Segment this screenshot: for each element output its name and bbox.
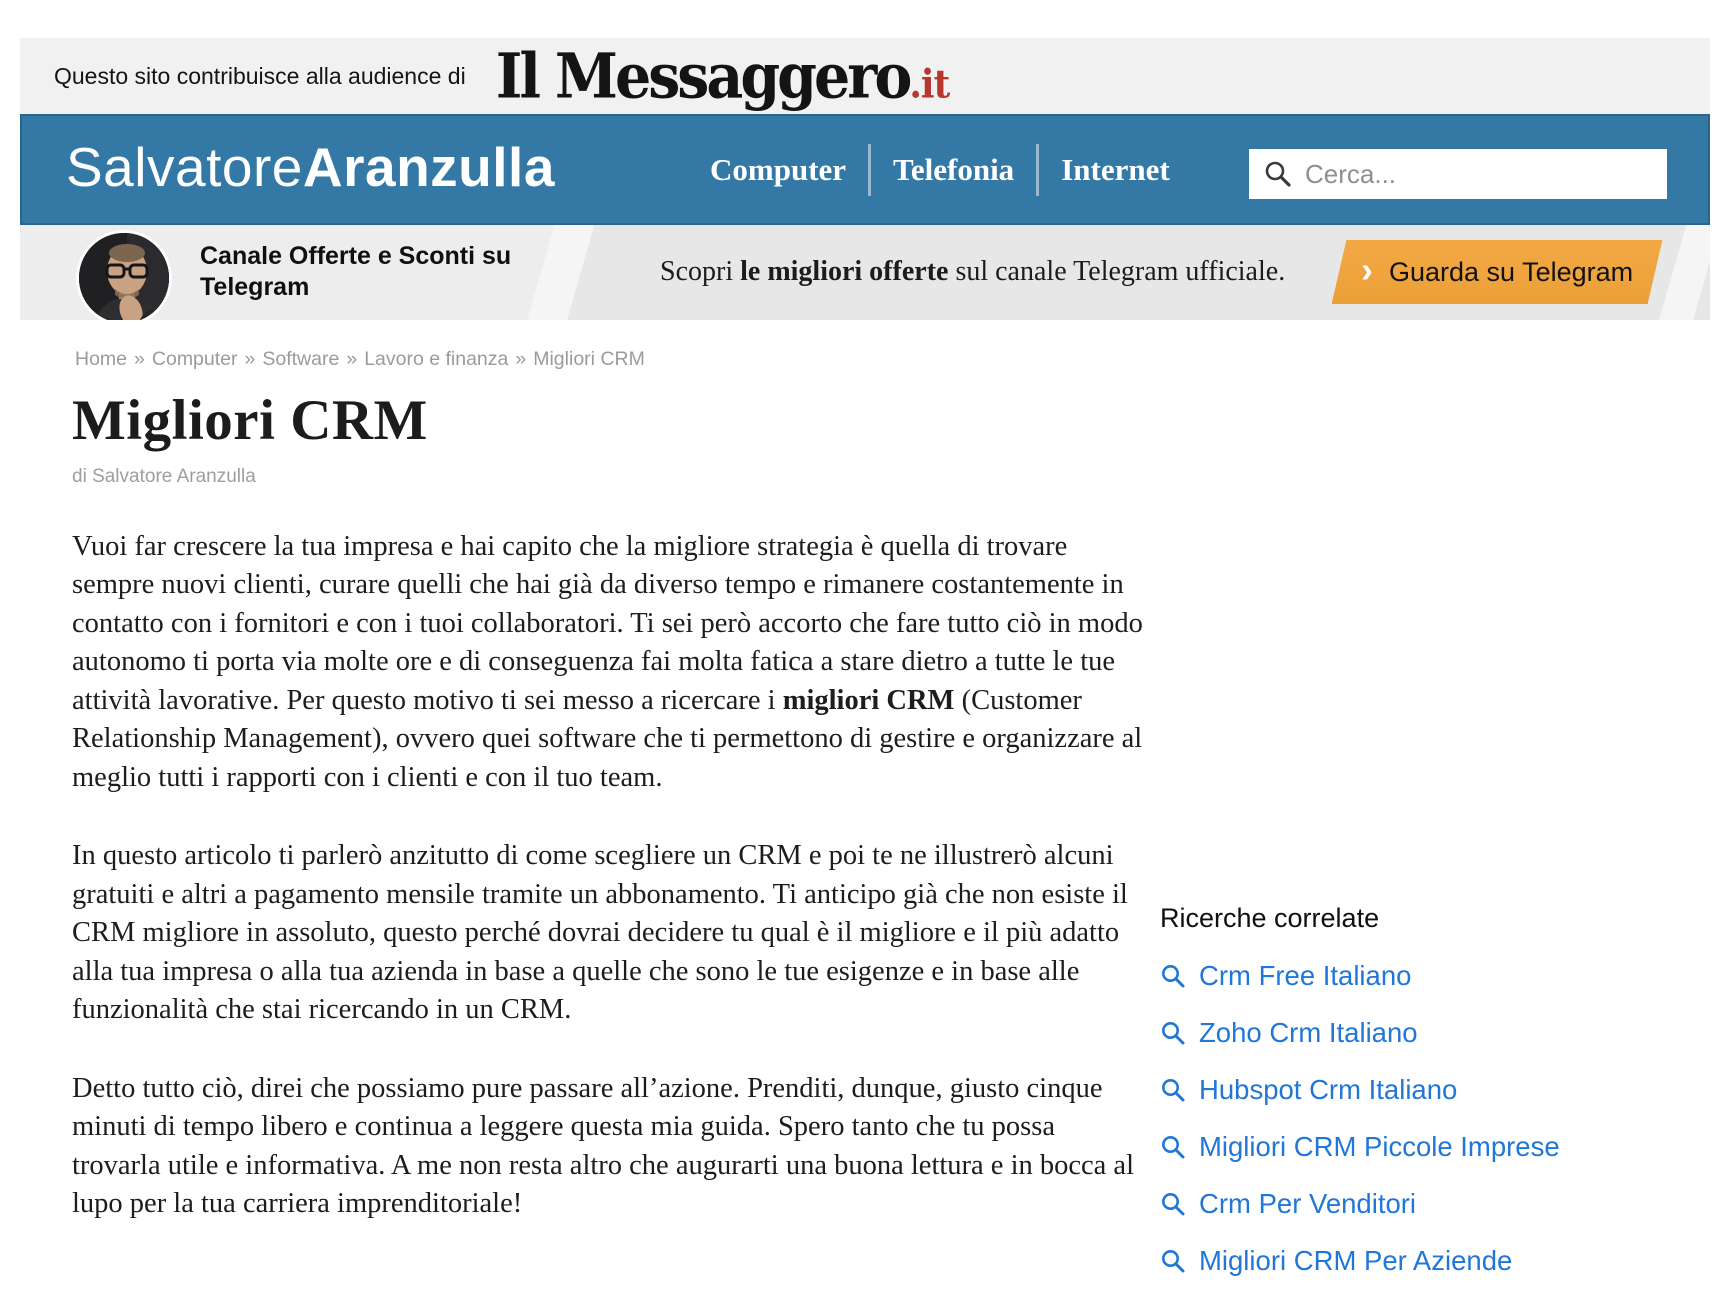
related-link-zoho-crm-italiano[interactable] (1160, 1017, 1732, 1049)
related-link-crm-free-italiano[interactable] (1160, 960, 1732, 992)
audience-text: Questo sito contribuisce alla audience di (54, 62, 466, 89)
search-icon (1160, 1020, 1186, 1046)
banner-message-bold: le migliori offerte (740, 256, 949, 287)
breadcrumb-separator: » (346, 348, 358, 370)
chevron-right-icon: › (1360, 249, 1373, 290)
breadcrumb-separator: » (134, 348, 145, 370)
breadcrumb-current: Migliori CRM (533, 348, 645, 370)
breadcrumb-software[interactable]: Software (262, 348, 340, 370)
banner-message-prefix: Scopri (660, 256, 741, 287)
paragraph-1-bold: migliori CRM (782, 684, 955, 716)
il-messaggero-logo-suffix: .it (909, 61, 950, 107)
banner-message-suffix: sul canale Telegram ufficiale. (948, 256, 1286, 287)
breadcrumb-computer[interactable]: Computer (151, 348, 238, 370)
article-paragraph-3: Detto tutto ciò, direi che possiamo pure passare all’azione. Prenditi, dunque, giusto cinque minuti di tempo libero e continua a leggere questa mia guida. Spero tanto che tu possa trovarla utile e informativa. A me non resta altro che augurarti una buona lettura e in bocca al lupo per la tua carriera imprenditoriale! (72, 1072, 1135, 1220)
nav-item-telefonia[interactable]: Telefonia (893, 151, 1015, 187)
related-link-label: Migliori CRM Piccole Imprese (1199, 1131, 1560, 1162)
related-link-crm-per-venditori[interactable] (1160, 1188, 1732, 1220)
telegram-banner-message (660, 256, 1285, 288)
related-searches-heading: Ricerche correlate (1160, 903, 1380, 933)
article-paragraph-1 (72, 528, 1144, 798)
related-searches (1160, 903, 1732, 1302)
site-logo-second: Aranzulla (302, 136, 555, 198)
il-messaggero-logo[interactable] (495, 39, 950, 113)
search-icon (1160, 1134, 1186, 1160)
article-paragraph-2: In questo articolo ti parlerò anzitutto di come scegliere un CRM e poi te ne illustrerò alcuni gratuiti e altri a pagamento mensile tramite un abbonamento. Ti anticipo già che non esiste il CRM migliore in assoluto, questo perché dovrai decidere tu qual è il migliore e il più adatto alla tua impresa o alla tua azienda in base a quelle che sono le tue esigenze e in base alle funzionalità che stai ricercando in un CRM. (72, 840, 1128, 1026)
main-header (20, 114, 1710, 225)
related-link-label: Zoho Crm Italiano (1199, 1017, 1418, 1048)
breadcrumb-separator: » (244, 348, 256, 370)
paragraph-1-text: Vuoi far crescere la tua impresa e hai capito che la migliore strategia è quella di trovare sempre nuovi clienti, curare quelli che hai già da diverso tempo e rimanere costantemente in contatto con i fornitori e con i tuoi collaboratori. Ti sei però accorto che fare tutto ciò in modo autonomo ti porta via molte ore e di conseguenza fai molta fatica a stare dietro a tutte le tue attività lavorative. Per questo motivo ti sei messo a ricercare i (72, 530, 1143, 716)
related-link-label: Crm Per Venditori (1199, 1188, 1417, 1219)
article (72, 390, 1144, 1224)
breadcrumb-home[interactable]: Home (75, 348, 128, 370)
main-nav (688, 116, 1192, 223)
nav-item-internet[interactable]: Internet (1061, 151, 1170, 187)
breadcrumb-separator: » (515, 348, 527, 370)
byline: di Salvatore Aranzulla (72, 465, 256, 487)
paragraph-1-text-after: (Customer Relationship Management), ovvero quei software che ti permettono di gestire e organizzare al meglio tutti i rapporti con i clienti e con il tuo team. (72, 684, 1143, 793)
related-searches-list (1160, 960, 1732, 1277)
related-link-label: Hubspot Crm Italiano (1199, 1074, 1458, 1105)
related-link-label: Migliori CRM Per Aziende (1199, 1245, 1513, 1276)
site-logo-first: Salvatore (66, 136, 303, 198)
search-icon (1263, 159, 1293, 189)
audience-bar (20, 38, 1710, 114)
breadcrumb-lavoro-e-finanza[interactable]: Lavoro e finanza (364, 348, 509, 370)
aranzulla-avatar (76, 230, 172, 320)
search-box[interactable] (1249, 149, 1667, 199)
breadcrumb (75, 348, 645, 371)
search-icon (1160, 963, 1186, 989)
related-link-label: Crm Free Italiano (1199, 960, 1412, 991)
telegram-banner (20, 225, 1710, 320)
telegram-banner-title: Canale Offerte e Sconti su Telegram (200, 242, 512, 301)
telegram-button-label: Guarda su Telegram (1388, 256, 1634, 287)
search-input[interactable] (1305, 159, 1645, 190)
related-link-migliori-crm-per-aziende[interactable] (1160, 1245, 1732, 1277)
search-icon (1160, 1248, 1186, 1274)
related-link-hubspot-crm-italiano[interactable] (1160, 1074, 1732, 1106)
page-title: Migliori CRM (72, 389, 428, 452)
banner-stripe (1655, 225, 1710, 320)
related-link-migliori-crm-piccole-imprese[interactable] (1160, 1131, 1732, 1163)
guarda-su-telegram-button[interactable] (1332, 240, 1663, 304)
search-icon (1160, 1077, 1186, 1103)
il-messaggero-logo-text: Il Messaggero (495, 39, 910, 113)
site-logo[interactable] (66, 136, 555, 198)
nav-item-computer[interactable]: Computer (710, 151, 847, 187)
search-icon (1160, 1191, 1186, 1217)
